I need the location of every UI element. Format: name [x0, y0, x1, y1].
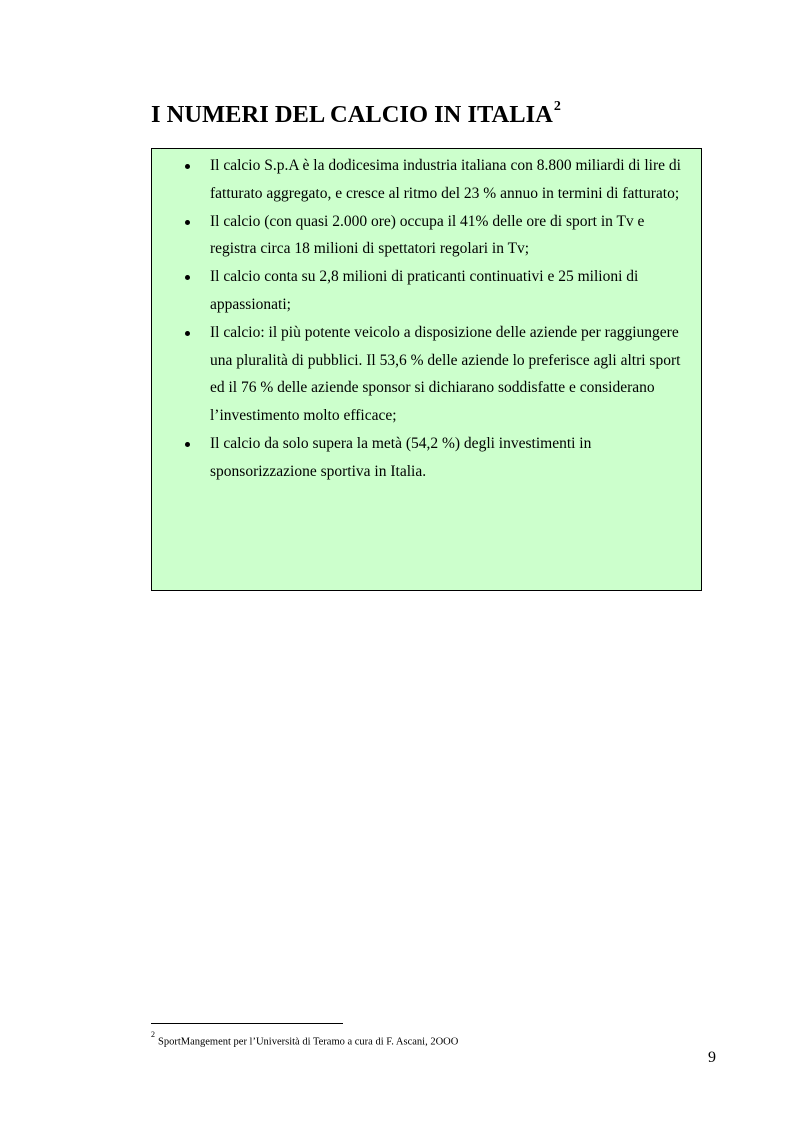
list-item [152, 208, 703, 264]
list-item [152, 263, 703, 319]
page-number: 9 [708, 1049, 716, 1066]
list-item [152, 152, 703, 208]
bullet-icon [185, 442, 190, 447]
footnote-text: SportMangement per l’Università di Teramo a cura di F. Ascani, 2OOO [158, 1036, 459, 1048]
list-item [152, 319, 703, 430]
bullet-icon [185, 275, 190, 280]
list-item-text: Il calcio conta su 2,8 milioni di praticanti continuativi e 25 milioni di appassionati; [210, 268, 639, 313]
bullet-icon [185, 220, 190, 225]
list-item-text: Il calcio da solo supera la metà (54,2 %) degli investimenti in sponsorizzazione sportiva in Italia. [210, 434, 592, 480]
heading-footnote-ref: 2 [553, 99, 561, 114]
footnote-number: 2 [151, 1030, 155, 1039]
highlight-box [151, 148, 702, 591]
footnote-divider [151, 1023, 343, 1024]
heading-title: I NUMERI DEL CALCIO IN ITALIA [151, 101, 553, 129]
list-item-text: Il calcio S.p.A è la dodicesima industria italiana con 8.800 miliardi di lire di fatturato aggregato, e cresce al ritmo del 23 % annuo in termini di fatturato; [210, 157, 681, 202]
list-item [152, 430, 703, 486]
page-heading [151, 92, 561, 133]
bullet-icon [185, 331, 190, 336]
bullet-icon [185, 164, 190, 169]
list-item-text: Il calcio (con quasi 2.000 ore) occupa il 41% delle ore di sport in Tv e registra circa 18 milioni di spettatori regolari in Tv; [210, 212, 645, 258]
list-item-text: Il calcio: il più potente veicolo a disposizione delle aziende per raggiungere una pluralità di pubblici. Il 53,6 % delle aziende lo preferisce agli altri sport ed il 76 % delle aziende sponsor si dichiarano soddisfatte e considerano l’investimento molto efficace; [210, 323, 681, 425]
footnote [151, 1031, 458, 1050]
bullet-list [152, 152, 703, 486]
